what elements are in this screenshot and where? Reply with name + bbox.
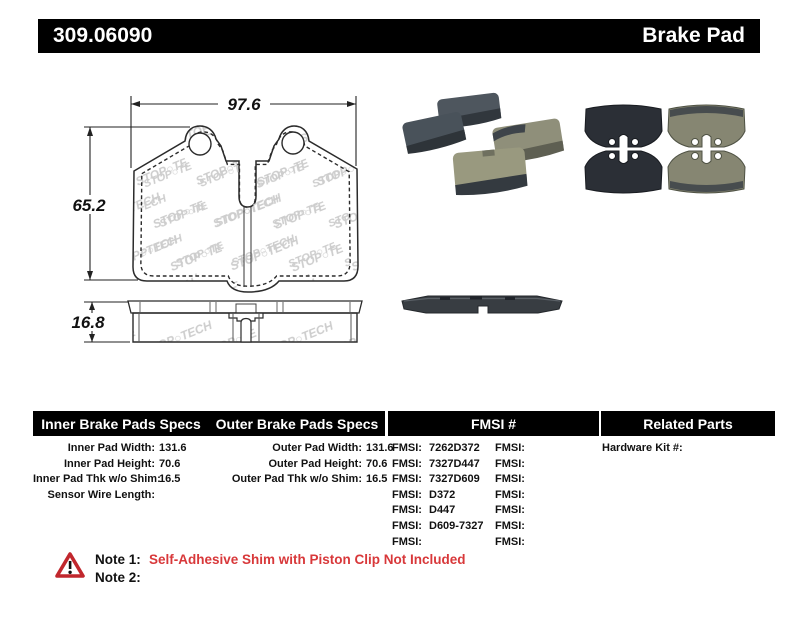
fmsi-label: FMSI: [392, 442, 422, 454]
inner-pad-specs-table [33, 441, 187, 503]
fmsi-label: FMSI: [392, 535, 422, 548]
fmsi-label: FMSI: [392, 473, 422, 486]
inner-specs-title: Inner Brake Pads Specs [41, 415, 201, 432]
spec-value: 70.6 [159, 457, 181, 470]
fmsi-column-1 [392, 441, 483, 550]
note2-label: Note 2: [95, 569, 141, 585]
notes-section [95, 551, 466, 586]
spec-value: 16.5 [366, 473, 388, 486]
table-row [495, 457, 532, 473]
fmsi-value: D372 [429, 488, 456, 501]
spec-label: Inner Pad Thk w/o Shim: [33, 473, 161, 486]
fmsi-value: 7262D372 [429, 442, 480, 454]
outer-pad-specs-table [208, 441, 394, 488]
table-row [602, 441, 687, 457]
spec-label: Inner Pad Height: [63, 457, 155, 470]
fmsi-label: FMSI: [495, 519, 525, 532]
related-parts-header-bar [601, 411, 775, 436]
part-number: 309.06090 [53, 24, 153, 47]
fmsi-label: FMSI: [495, 504, 525, 517]
width-dimension: 97.6 [227, 95, 261, 114]
table-row [33, 457, 187, 473]
fmsi-label: FMSI: [495, 457, 525, 470]
friction-material-dashed-outline [141, 132, 350, 286]
fmsi-value: D447 [429, 504, 456, 517]
spec-label: Outer Pad Thk w/o Shim: [231, 473, 362, 486]
fmsi-label: FMSI: [495, 442, 525, 454]
table-row [392, 535, 483, 551]
fmsi-label: FMSI: [392, 488, 422, 501]
table-row [392, 503, 483, 519]
spec-label: Outer Pad Height: [268, 457, 362, 470]
fmsi-label: FMSI: [495, 488, 525, 501]
table-row [392, 457, 483, 473]
table-row [495, 519, 532, 535]
related-parts-table [602, 441, 687, 457]
fmsi-label: FMSI: [495, 535, 525, 548]
spec-label: Sensor Wire Length: [47, 488, 155, 501]
height-dimension: 65.2 [72, 196, 106, 215]
fmsi-label: FMSI: [392, 457, 422, 470]
fmsi-value: D609-7327 [429, 519, 484, 532]
table-row [392, 472, 483, 488]
table-row [495, 488, 532, 504]
technical-drawing [50, 85, 370, 355]
table-row [392, 488, 483, 504]
spec-value: 16.5 [159, 473, 181, 486]
table-row [495, 503, 532, 519]
note1-label: Note 1: [95, 552, 141, 567]
outer-specs-title: Outer Brake Pads Specs [215, 415, 379, 432]
warning-triangle-icon [55, 551, 85, 579]
spec-value: 131.6 [366, 442, 394, 454]
header-bar [38, 19, 760, 53]
spec-value: 70.6 [366, 457, 388, 470]
table-row [33, 472, 187, 488]
fmsi-value: 7327D447 [429, 457, 480, 470]
table-row [495, 441, 532, 457]
note-2 [95, 569, 466, 587]
related-parts-title: Related Parts [643, 415, 733, 432]
table-row [495, 472, 532, 488]
table-row [392, 441, 483, 457]
pad-edge-photo [402, 296, 562, 313]
page-title: Brake Pad [642, 24, 745, 47]
fmsi-label: FMSI: [392, 519, 422, 532]
product-photos [395, 85, 780, 320]
thickness-dimension: 16.8 [71, 313, 105, 332]
mounting-hole-left [189, 133, 211, 155]
table-row [392, 519, 483, 535]
table-row [208, 441, 394, 457]
spec-label: Outer Pad Width: [272, 442, 362, 454]
fmsi-label: FMSI: [495, 473, 525, 486]
fmsi-column-2 [495, 441, 532, 550]
pad-pairs-photo [585, 105, 745, 193]
spec-label: Inner Pad Width: [67, 442, 155, 454]
fmsi-header-bar [388, 411, 599, 436]
table-row [495, 535, 532, 551]
pad-side-view [128, 301, 362, 342]
fmsi-title: FMSI # [470, 415, 517, 432]
pad-set-photo [402, 92, 565, 196]
note1-text: Self-Adhesive Shim with Piston Clip Not Included [149, 552, 466, 567]
hardware-kit-label: Hardware Kit #: [602, 442, 683, 454]
table-row [33, 441, 187, 457]
spec-value: 131.6 [159, 442, 187, 454]
mounting-hole-right [282, 132, 304, 154]
table-row [208, 472, 394, 488]
fmsi-value: 7327D609 [429, 473, 480, 486]
note-1 [95, 551, 466, 569]
table-row [208, 457, 394, 473]
fmsi-label: FMSI: [392, 504, 422, 517]
table-row [33, 488, 187, 504]
pads-specs-header-bar [33, 411, 385, 436]
